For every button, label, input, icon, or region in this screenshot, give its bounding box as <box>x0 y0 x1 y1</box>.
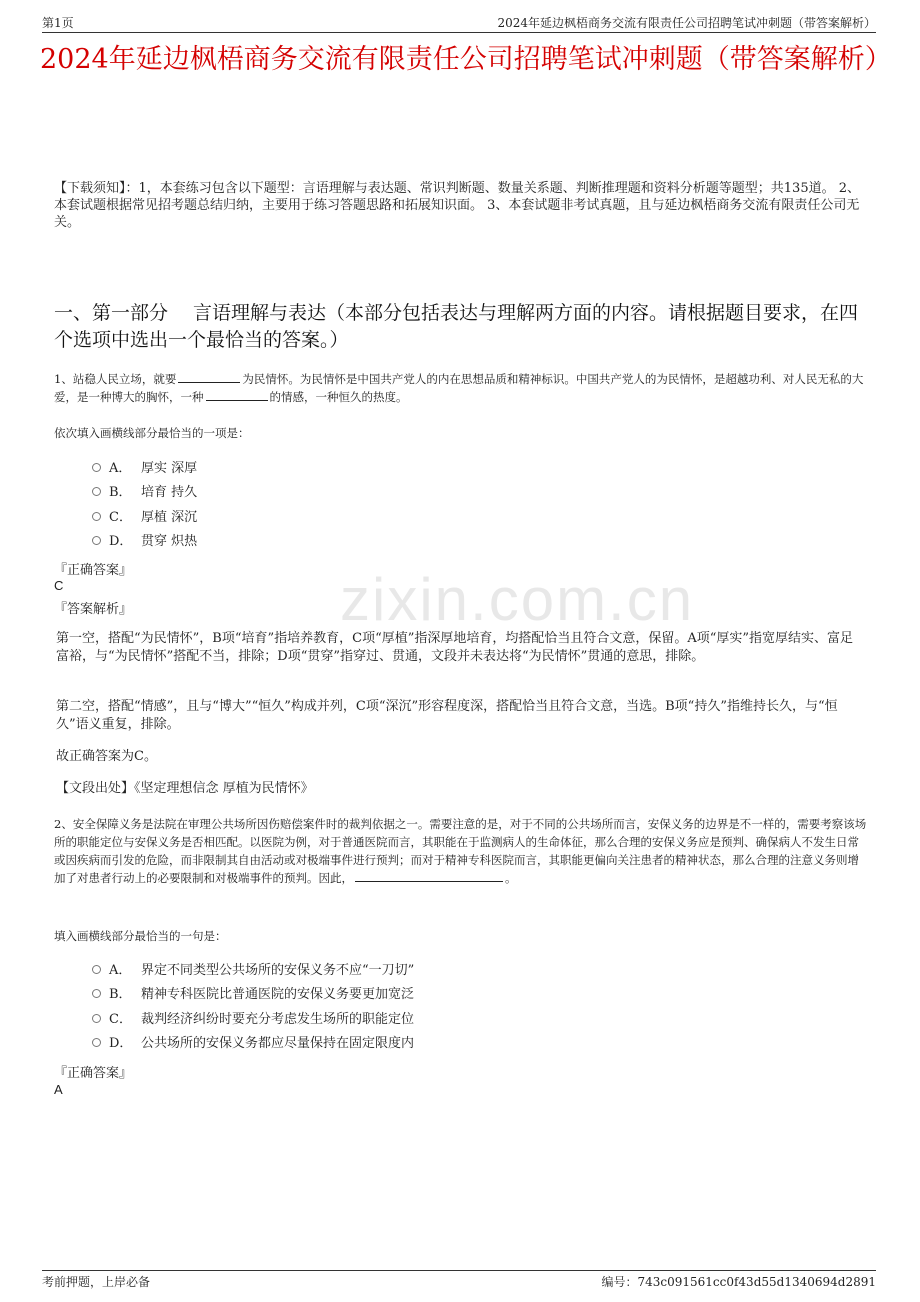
footer-slogan: 考前押题，上岸必备 <box>42 1275 151 1289</box>
option-a[interactable]: A． 界定不同类型公共场所的安保义务不应“一刀切” <box>92 956 414 981</box>
footer-doc-id: 编号：743c091561cc0f43d55d1340694d2891 <box>601 1275 876 1289</box>
page-number: 第1页 <box>42 16 74 30</box>
question-1-options <box>92 454 197 552</box>
page-header <box>42 14 876 33</box>
option-c[interactable]: C． 厚植 深沉 <box>92 503 197 528</box>
radio-icon[interactable] <box>92 1014 101 1023</box>
answer-value: A <box>54 1082 63 1097</box>
passage-source: 【文段出处】《坚定理想信念 厚植为民情怀》 <box>56 781 314 796</box>
download-notice: 【下载须知】：1，本套练习包含以下题型：言语理解与表达题、常识判断题、数量关系题、判断推理题和资料分析题等题型；共135道。 2、本套试题根据常见招考题总结归纳，主要用于练习答题思路和拓展知识面。 3、本套试题非考试真题，且与延边枫梧商务交流有限责任公司无关。 <box>54 181 860 230</box>
option-c[interactable]: C． 裁判经济纠纷时要充分考虑发生场所的职能定位 <box>92 1005 414 1030</box>
radio-icon[interactable] <box>92 487 101 496</box>
header-doc-title: 2024年延边枫梧商务交流有限责任公司招聘笔试冲刺题（带答案解析） <box>497 16 876 30</box>
question-2-stem: 2、安全保障义务是法院在审理公共场所因伤赔偿案件时的裁判依据之一。需要注意的是，对于不同的公共场所而言，安保义务的边界是不一样的，需要考察该场所的职能定位与安保义务是否相匹配。以医院为例，对于普通医院而言，其职能在于监测病人的生命体征，那么合理的安保义务应是预判、确保病人不发生日常或因疾病而引发的危险，而非限制其自由活动或对极端事件进行预判；而对于精神专科医院而言，其职能更偏向关注患者的精神状态，那么合理的注意义务则增加了对患者行动上的必要限制和对极端事件的预判。因此， 。 <box>54 817 867 885</box>
answer-label: 『正确答案』 <box>54 563 133 578</box>
radio-icon[interactable] <box>92 989 101 998</box>
question-1-hint: 依次填入画横线部分最恰当的一项是： <box>54 426 250 440</box>
blank-line <box>178 372 240 383</box>
blank-line <box>355 871 503 882</box>
blank-line <box>206 390 268 401</box>
option-a[interactable]: A． 厚实 深厚 <box>92 454 197 479</box>
radio-icon[interactable] <box>92 463 101 472</box>
radio-icon[interactable] <box>92 965 101 974</box>
section-title: 一、第一部分 言语理解与表达（本部分包括表达与理解两方面的内容。请根据题目要求，在四个选项中选出一个最恰当的答案。） <box>54 302 859 351</box>
analysis-conclusion: 故正确答案为C。 <box>56 749 157 764</box>
analysis-paragraph-1: 第一空，搭配“为民情怀”，B项“培育”指培养教育，C项“厚植”指深厚地培育，均搭配恰当且符合文意，保留。A项“厚实”指宽厚结实、富足富裕，与“为民情怀”搭配不当，排除；D项“贯穿”指穿过、贯通，文段并未表达将“为民情怀”贯通的意思，排除。 <box>56 631 854 664</box>
question-2-hint: 填入画横线部分最恰当的一句是： <box>54 929 227 943</box>
document-title: 2024年延边枫梧商务交流有限责任公司招聘笔试冲刺题（带答案解析） <box>40 44 892 75</box>
analysis-label: 『答案解析』 <box>54 602 133 617</box>
page-footer <box>42 1270 876 1289</box>
watermark: zixin.com.cn <box>340 566 695 633</box>
option-b[interactable]: B． 精神专科医院比普通医院的安保义务要更加宽泛 <box>92 981 414 1006</box>
question-2-options <box>92 956 414 1054</box>
radio-icon[interactable] <box>92 512 101 521</box>
option-b[interactable]: B． 培育 持久 <box>92 479 197 504</box>
option-d[interactable]: D． 贯穿 炽热 <box>92 528 197 553</box>
analysis-paragraph-2: 第二空，搭配“情感”，且与“博大”“恒久”构成并列，C项“深沉”形容程度深，搭配恰当且符合文意，当选。B项“持久”指维持长久，与“恒久”语义重复，排除。 <box>56 699 838 732</box>
question-1-stem: 1、站稳人民立场，就要 为民情怀。为民情怀是中国共产党人的内在思想品质和精神标识。中国共产党人的为民情怀，是超越功利、对人民无私的大爱，是一种博大的胸怀，一种 的情感，一种恒久的热度。 <box>54 372 864 404</box>
answer-value: C <box>54 578 64 593</box>
option-d[interactable]: D． 公共场所的安保义务都应尽量保持在固定限度内 <box>92 1030 414 1055</box>
radio-icon[interactable] <box>92 536 101 545</box>
radio-icon[interactable] <box>92 1038 101 1047</box>
answer-label: 『正确答案』 <box>54 1066 133 1081</box>
